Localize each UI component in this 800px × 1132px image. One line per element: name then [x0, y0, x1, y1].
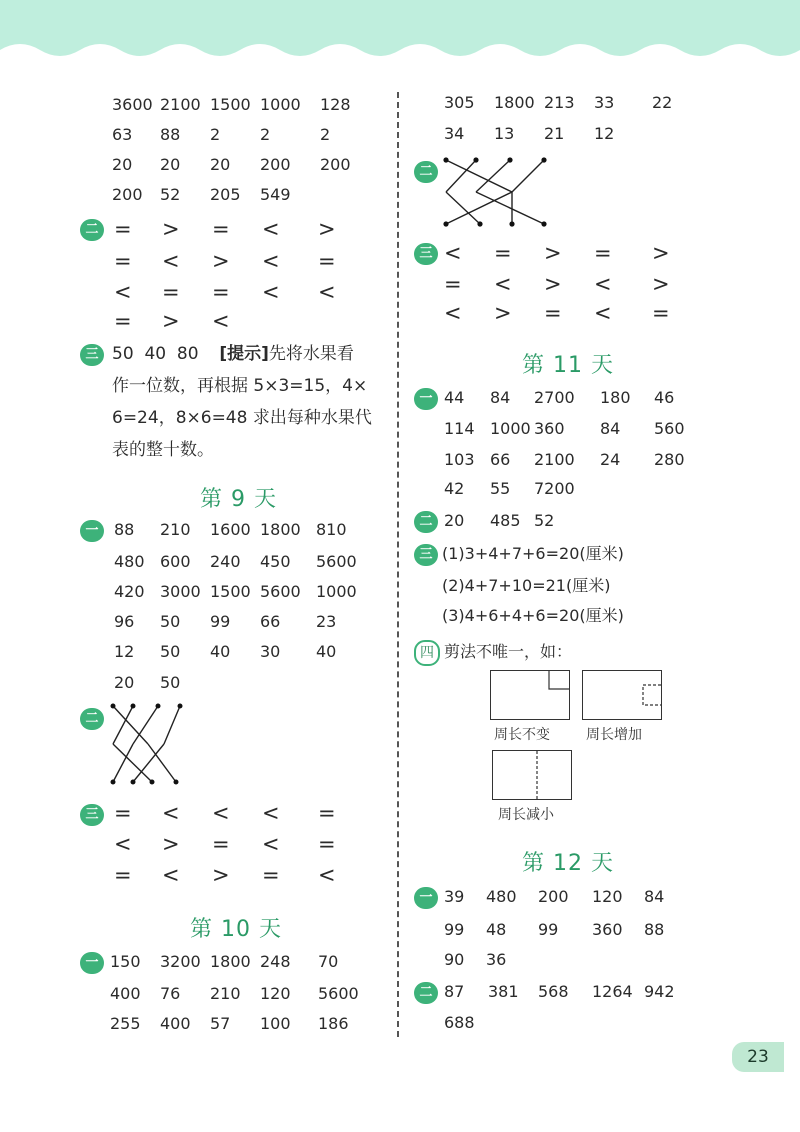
- compare-symbol: >: [212, 249, 230, 273]
- answer-cell: 66: [490, 450, 511, 469]
- answer-cell: 46: [654, 388, 675, 407]
- answer-cell: 568: [538, 982, 569, 1001]
- compare-symbol: >: [162, 309, 180, 333]
- compare-symbol: =: [114, 863, 132, 887]
- compare-symbol: =: [262, 863, 280, 887]
- compare-symbol: =: [114, 801, 132, 825]
- compare-symbol: <: [162, 801, 180, 825]
- cut-rectangle-decrease: [492, 750, 572, 800]
- answer-cell: 99: [538, 920, 559, 939]
- answer-cell: 30: [260, 642, 281, 661]
- compare-symbol: <: [262, 832, 280, 856]
- section-badge: 四: [414, 640, 440, 666]
- answer-cell: 100: [260, 1014, 291, 1033]
- compare-symbol: <: [318, 280, 336, 304]
- answer-cell: 1500: [210, 95, 251, 114]
- answer-cell: 942: [644, 982, 675, 1001]
- answer-cell: 20: [210, 155, 231, 174]
- compare-symbol: <: [444, 241, 462, 265]
- compare-symbol: >: [544, 241, 562, 265]
- answer-cell: 3000: [160, 582, 201, 601]
- answer-cell: 66: [260, 612, 281, 631]
- compare-symbol: >: [162, 217, 180, 241]
- compare-symbol: >: [652, 272, 670, 296]
- answer-cell: 84: [490, 388, 511, 407]
- answer-cell: 150: [110, 952, 141, 971]
- hint-line: 表的整十数。: [112, 440, 214, 460]
- section-badge: 二: [414, 982, 438, 1004]
- section-badge: 三: [414, 544, 438, 566]
- answer-cell: 210: [210, 984, 241, 1003]
- answer-cell: 200: [538, 887, 569, 906]
- compare-symbol: >: [318, 217, 336, 241]
- compare-symbol: <: [444, 301, 462, 325]
- section-badge: 二: [414, 511, 438, 533]
- cut-rectangle-increase: [582, 670, 662, 720]
- day-title: 第 11 天: [522, 353, 614, 378]
- equation-line: (2)4+7+10=21(厘米): [442, 576, 611, 595]
- compare-symbol: <: [162, 863, 180, 887]
- answer-cell: 2: [260, 125, 271, 144]
- answer-cell: 40: [316, 642, 337, 661]
- answer-cell: 1000: [316, 582, 357, 601]
- compare-symbol: <: [262, 249, 280, 273]
- answer-cell: 1800: [260, 520, 301, 539]
- section-badge: 一: [414, 388, 438, 410]
- answer-cell: 688: [444, 1013, 475, 1032]
- cut-dashed-line: [583, 671, 661, 719]
- answer-cell: 70: [318, 952, 339, 971]
- compare-symbol: <: [114, 832, 132, 856]
- hint-label: [提示]: [219, 344, 269, 364]
- answer-cell: 50: [160, 612, 181, 631]
- answer-cell: 99: [210, 612, 231, 631]
- section-badge: 一: [414, 887, 438, 909]
- compare-symbol: <: [262, 801, 280, 825]
- compare-symbol: >: [544, 272, 562, 296]
- day-title: 第 9 天: [200, 487, 277, 512]
- answer-cell: 88: [114, 520, 135, 539]
- answer-cell: 7200: [534, 479, 575, 498]
- answer-cell: 600: [160, 552, 191, 571]
- answer-cell: 12: [594, 124, 615, 143]
- answer-cell: 450: [260, 552, 291, 571]
- section-badge: 三: [80, 344, 104, 366]
- compare-symbol: <: [212, 309, 230, 333]
- compare-symbol: <: [494, 272, 512, 296]
- instruction-text: 剪法不唯一，如：: [444, 642, 573, 661]
- matching-lines-diagram: [440, 152, 552, 232]
- answer-cell: 400: [160, 1014, 191, 1033]
- cut-label: 周长增加: [586, 727, 642, 743]
- compare-symbol: <: [114, 280, 132, 304]
- answer-cell: 120: [592, 887, 623, 906]
- answer-cell: 20: [114, 673, 135, 692]
- answer-cell: 485: [490, 511, 521, 530]
- section-badge: 二: [80, 219, 104, 241]
- answer-cell: 57: [210, 1014, 231, 1033]
- answer-cell: 21: [544, 124, 565, 143]
- answer-cell: 84: [644, 887, 665, 906]
- answer-cell: 24: [600, 450, 621, 469]
- answer-cell: 20: [444, 511, 465, 530]
- answer-cell: 2100: [160, 95, 201, 114]
- answer-cell: 36: [486, 950, 507, 969]
- answer-cell: 810: [316, 520, 347, 539]
- compare-symbol: >: [494, 301, 512, 325]
- answer-cell: 240: [210, 552, 241, 571]
- compare-symbol: =: [114, 217, 132, 241]
- answer-cell: 560: [654, 419, 685, 438]
- hint-line: 6=24，8×6=48 求出每种水果代: [112, 408, 372, 428]
- answer-cell: 186: [318, 1014, 349, 1033]
- compare-symbol: =: [594, 241, 612, 265]
- answer-cell: 248: [260, 952, 291, 971]
- answer-cell: 480: [114, 552, 145, 571]
- answer-cell: 76: [160, 984, 181, 1003]
- answer-cell: 63: [112, 125, 133, 144]
- answer-cell: 88: [644, 920, 665, 939]
- answer-cell: 1800: [210, 952, 251, 971]
- answer-cell: 87: [444, 982, 465, 1001]
- answer-cell: 55: [490, 479, 511, 498]
- answer-cell: 96: [114, 612, 135, 631]
- answer-cell: 103: [444, 450, 475, 469]
- equation-line: (3)4+6+4+6=20(厘米): [442, 606, 624, 625]
- answer-cell: 5600: [260, 582, 301, 601]
- answer-cell: 1264: [592, 982, 633, 1001]
- answer-cell: 1500: [210, 582, 251, 601]
- answer-cell: 84: [600, 419, 621, 438]
- matching-lines-diagram: [108, 700, 188, 790]
- answer-cell: 305: [444, 93, 475, 112]
- answer-cell: 2100: [534, 450, 575, 469]
- answer-cell: 99: [444, 920, 465, 939]
- answer-cell: 200: [112, 185, 143, 204]
- compare-symbol: =: [162, 280, 180, 304]
- section-badge: 一: [80, 952, 104, 974]
- answer-cell: 381: [488, 982, 519, 1001]
- answer-cell: 1600: [210, 520, 251, 539]
- compare-symbol: >: [212, 863, 230, 887]
- answer-cell: 50: [160, 673, 181, 692]
- section-badge: 三: [80, 804, 104, 826]
- answer-cell: 88: [160, 125, 181, 144]
- cut-corner-line: [491, 671, 569, 719]
- compare-symbol: =: [212, 217, 230, 241]
- answer-cell: 200: [320, 155, 351, 174]
- answer-cell: 1800: [494, 93, 535, 112]
- answer-cell: 33: [594, 93, 615, 112]
- compare-symbol: <: [594, 301, 612, 325]
- answer-cell: 1000: [260, 95, 301, 114]
- answer-cell: 42: [444, 479, 465, 498]
- answer-cell: 210: [160, 520, 191, 539]
- hint-line: 先将水果看: [268, 344, 354, 364]
- answer-cell: 50: [160, 642, 181, 661]
- answer-cell: 200: [260, 155, 291, 174]
- answer-cell: 549: [260, 185, 291, 204]
- answer-cell: 1000: [490, 419, 531, 438]
- answer-cell: 360: [534, 419, 565, 438]
- answer-cell: 114: [444, 419, 475, 438]
- answer-cell: 3200: [160, 952, 201, 971]
- answer-cell: 400: [110, 984, 141, 1003]
- column-divider: [397, 92, 399, 1037]
- compare-symbol: <: [262, 217, 280, 241]
- answer-cell: 2: [320, 125, 331, 144]
- section-badge: 三: [414, 243, 438, 265]
- answer-cell: 12: [114, 642, 135, 661]
- compare-symbol: =: [652, 301, 670, 325]
- answer-cell: 13: [494, 124, 515, 143]
- answer-cell: 2: [210, 125, 221, 144]
- answer-cell: 20: [160, 155, 181, 174]
- compare-symbol: =: [114, 249, 132, 273]
- hint-line: 作一位数，再根据 5×3=15，4×: [112, 376, 368, 396]
- answer-cell: 120: [260, 984, 291, 1003]
- answer-cell: 280: [654, 450, 685, 469]
- answer-cell: 420: [114, 582, 145, 601]
- compare-symbol: =: [494, 241, 512, 265]
- compare-symbol: <: [594, 272, 612, 296]
- compare-symbol: <: [262, 280, 280, 304]
- cut-dashed-line: [493, 751, 571, 799]
- compare-symbol: <: [212, 801, 230, 825]
- answer-cell: 2700: [534, 388, 575, 407]
- equation-line: (1)3+4+7+6=20(厘米): [442, 544, 624, 563]
- compare-symbol: >: [162, 832, 180, 856]
- answer-cell: 3600: [112, 95, 153, 114]
- answer-cell: 360: [592, 920, 623, 939]
- answer-cell: 23: [316, 612, 337, 631]
- header-wave-banner: [0, 0, 800, 70]
- compare-symbol: <: [162, 249, 180, 273]
- answer-cell: 22: [652, 93, 673, 112]
- answer-cell: 213: [544, 93, 575, 112]
- compare-symbol: =: [444, 272, 462, 296]
- page-number: 23: [732, 1042, 784, 1072]
- compare-symbol: =: [318, 801, 336, 825]
- cut-rectangle-same: [490, 670, 570, 720]
- compare-symbol: =: [318, 832, 336, 856]
- compare-symbol: =: [318, 249, 336, 273]
- compare-symbol: =: [114, 309, 132, 333]
- answer-cell: 20: [112, 155, 133, 174]
- hint-paragraph: [112, 338, 402, 370]
- answer-cell: 40: [210, 642, 231, 661]
- day-title: 第 12 天: [522, 851, 614, 876]
- compare-symbol: <: [318, 863, 336, 887]
- section-badge: 二: [80, 708, 104, 730]
- section-badge: 二: [414, 161, 438, 183]
- answer-cell: 5600: [318, 984, 359, 1003]
- answer-cell: 480: [486, 887, 517, 906]
- answer-cell: 205: [210, 185, 241, 204]
- answer-cell: 5600: [316, 552, 357, 571]
- day-title: 第 10 天: [190, 917, 282, 942]
- answer-cell: 255: [110, 1014, 141, 1033]
- answer-cell: 34: [444, 124, 465, 143]
- answer-cell: 39: [444, 887, 465, 906]
- answer-cell: 90: [444, 950, 465, 969]
- hint-answers: 50 40 80: [112, 344, 199, 364]
- cut-label: 周长不变: [494, 727, 550, 743]
- cut-label: 周长减小: [498, 807, 554, 823]
- compare-symbol: =: [212, 832, 230, 856]
- answer-cell: 180: [600, 388, 631, 407]
- compare-symbol: =: [212, 280, 230, 304]
- compare-symbol: >: [652, 241, 670, 265]
- answer-cell: 44: [444, 388, 465, 407]
- answer-cell: 48: [486, 920, 507, 939]
- compare-symbol: =: [544, 301, 562, 325]
- answer-cell: 52: [160, 185, 181, 204]
- answer-cell: 128: [320, 95, 351, 114]
- answer-cell: 52: [534, 511, 555, 530]
- section-badge: 一: [80, 520, 104, 542]
